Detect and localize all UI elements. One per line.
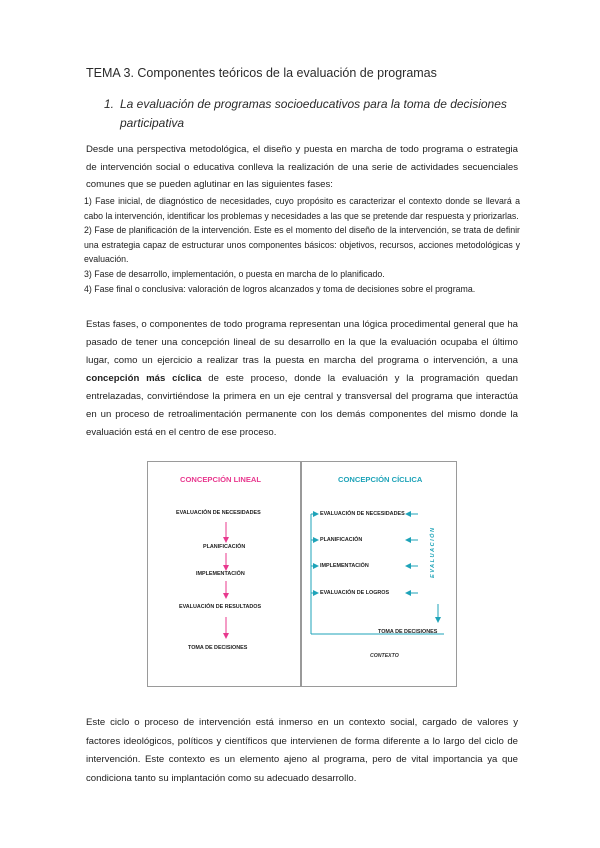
linear-step-3: IMPLEMENTACIÓN [196,571,245,577]
phase-item-3: 3) Fase de desarrollo, implementación, o puesta en marcha de lo planificado. [84,268,385,279]
linear-step-5: TOMA DE DECISIONES [188,645,248,651]
section-heading [104,95,524,133]
evaluation-vertical-label: EVALUACIÓN [430,526,436,578]
phases-list [84,194,520,296]
para2-after: de este proceso, donde la evaluación y la programación quedan entrelazadas, convirtiéndose la primera en un eje central y transversal del programa que interactúa en un proceso de retroalimentación permanente con los demás componentes del mismo donde la evaluación está en el centro de ese proceso. [86,373,518,438]
phases-explanation-paragraph [86,316,518,442]
phase-item-4: 4) Fase final o conclusiva: valoración de logros alcanzados y toma de decisiones sobre el programa. [84,283,476,294]
cyclic-context: CONTEXTO [370,653,399,659]
figure-arrows [148,462,458,688]
linear-step-2: PLANIFICACIÓN [203,544,246,550]
context-paragraph: Este ciclo o proceso de intervención está inmerso en un contexto social, cargado de valores y factores ideológicos, políticos y científicos que intervienen de forma diferente a lo largo del ciclo de intervención. Este contexto es un elemento ajeno al programa, pero de vital importancia ya que condiciona tanto su implantación como su adecuado desarrollo. [86,717,518,784]
cyclic-final: TOMA DE DECISIONES [378,629,438,635]
cyclic-step-4: EVALUACIÓN DE LOGROS [320,590,390,596]
phase-item-1: 1) Fase inicial, de diagnóstico de necesidades, cuyo propósito es caracterizar el contexto donde se llevará a cabo la intervención, identificar los problemas y necesidades a las que se pretende dar respuesta y priorizarlas. [84,196,520,221]
cyclic-step-2: PLANIFICACIÓN [320,537,363,543]
section-number: 1. [104,97,115,111]
page-title: TEMA 3. Componentes teóricos de la evaluación de programas [86,66,437,80]
intro-paragraph: Desde una perspectiva metodológica, el diseño y puesta en marcha de todo programa o estrategia de intervención social o educativa conlleva la realización de una serie de actividades secuenciales comunes que se pueden aglutinar en las siguientes fases: [86,144,518,190]
para2-before: Estas fases, o componentes de todo programa representan una lógica procedimental general que ha pasado de tener una concepción lineal de su desarrollo en la que la evaluación ocupaba el último lugar, como un ejercicio a realizar tras la puesta en marcha del programa o intervención, a una [86,319,518,366]
concepts-figure [147,461,457,687]
section-text: La evaluación de programas socioeducativos para la toma de decisiones participativa [120,97,507,130]
phase-item-2: 2) Fase de planificación de la intervención. Este es el momento del diseño de la intervención, se trata de definir una estrategia capaz de estructurar unos componentes básicos: objetivos, recursos, acciones metodológicas y evaluación. [84,225,520,265]
cyclic-step-1: EVALUACIÓN DE NECESIDADES [320,511,405,517]
linear-heading: CONCEPCIÓN LINEAL [180,475,262,484]
linear-step-1: EVALUACIÓN DE NECESIDADES [176,510,261,516]
cyclic-heading: CONCEPCIÓN CÍCLICA [338,475,423,484]
linear-step-4: EVALUACIÓN DE RESULTADOS [179,604,262,610]
cyclic-step-3: IMPLEMENTACIÓN [320,563,369,569]
para2-bold: concepción más cíclica [86,373,202,384]
